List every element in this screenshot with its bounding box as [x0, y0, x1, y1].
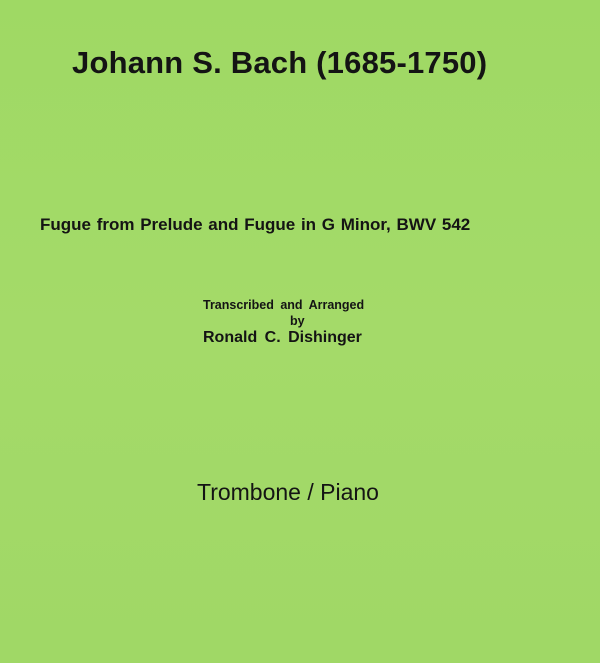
- composer-heading: Johann S. Bach (1685-1750): [72, 45, 488, 80]
- instrumentation: Trombone / Piano: [197, 479, 379, 505]
- by-label: by: [290, 314, 305, 328]
- arrangement-credit: Transcribed and Arranged: [203, 298, 365, 312]
- arranger-name: Ronald C. Dishinger: [203, 329, 362, 346]
- work-title: Fugue from Prelude and Fugue in G Minor, BWV 542: [40, 215, 471, 234]
